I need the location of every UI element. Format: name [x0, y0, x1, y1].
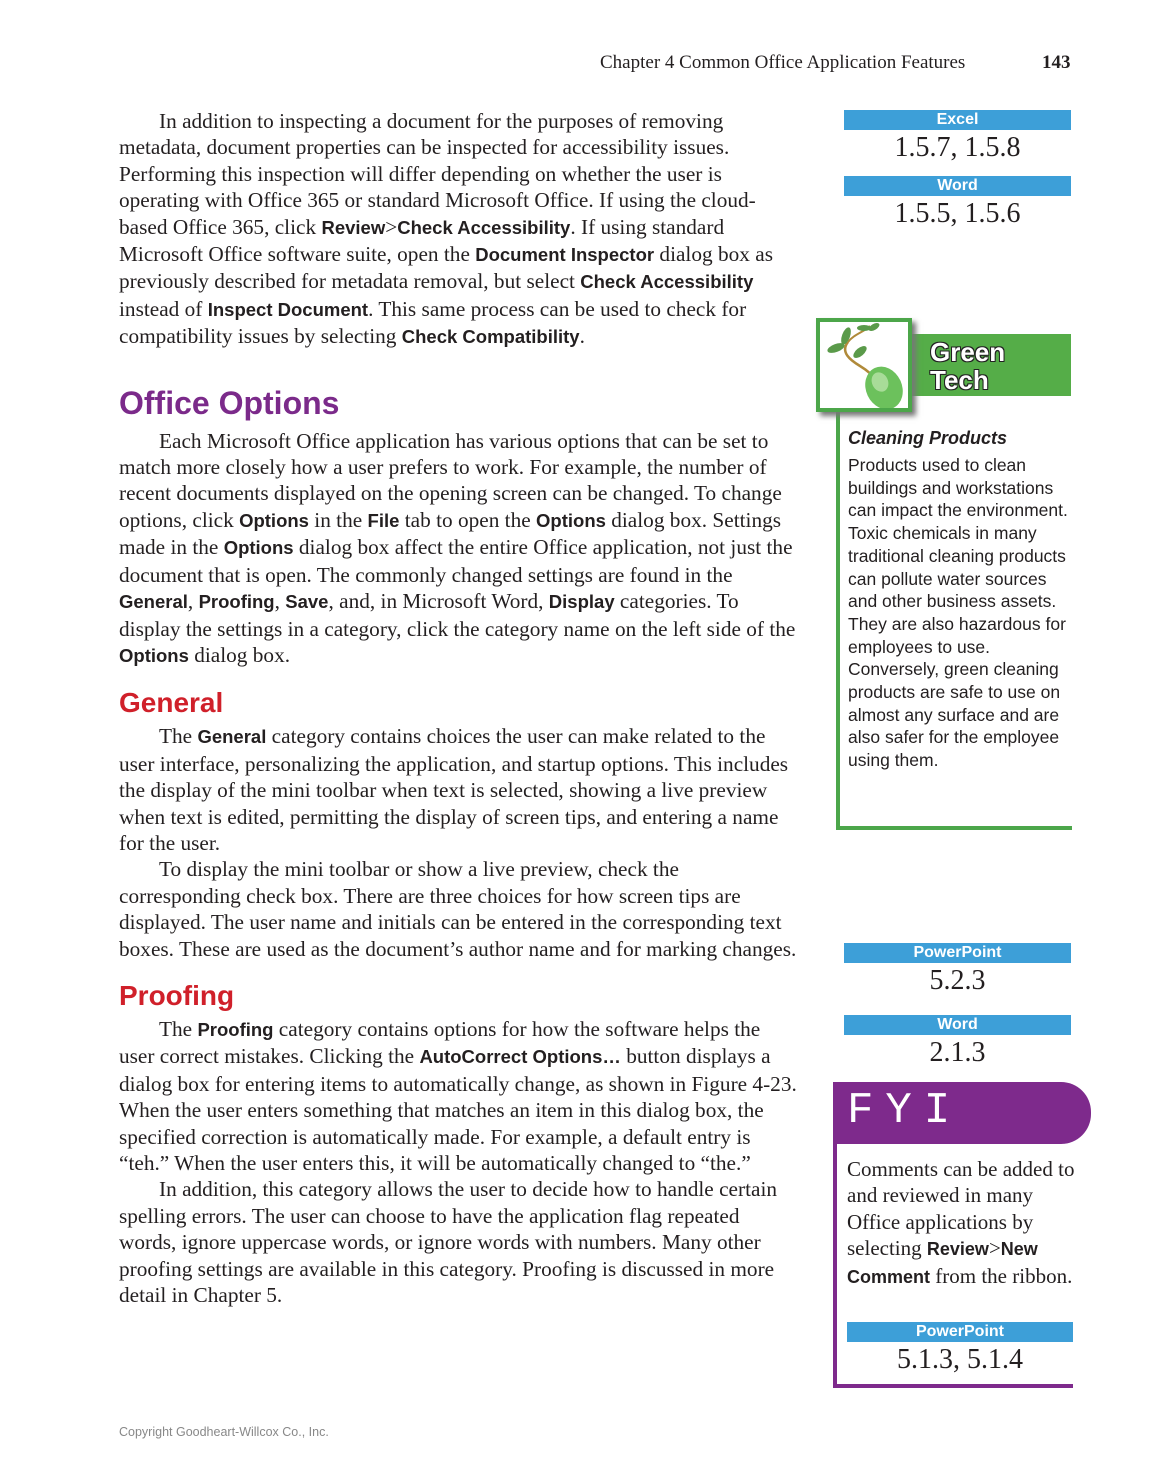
heading-proofing: Proofing [119, 979, 235, 1011]
fyi-rule [833, 1082, 837, 1388]
text-run: In addition, this category allows the user to decide how to handle certain spelling errors. The user can choose to have the application flag repeated words, ignore uppercase words, or ignore words with numbers. Many other proofing settings are available in this category. Proofing is discussed in more detail in Chapter 5. [119, 1177, 778, 1308]
text-run: , and, in Microsoft Word, [328, 589, 549, 614]
fyi-rule-bottom [833, 1384, 1073, 1388]
bold-term: Options [536, 509, 606, 531]
text-run: dialog box as previously described for metadata removal, but select [119, 242, 773, 294]
text-run: dialog box. [188, 642, 291, 667]
bold-term: Inspect Document [207, 298, 369, 320]
office-options-section [119, 428, 799, 670]
paragraph [119, 428, 799, 670]
fyi-bold: Review [926, 1239, 989, 1260]
text-run: , [187, 589, 199, 614]
text-run: dialog box. Settings made in the [119, 507, 782, 560]
text-run: . [579, 324, 585, 349]
text-run: , [274, 589, 286, 614]
bold-term: General [119, 591, 188, 613]
objective-tag-word [844, 176, 1071, 232]
bold-term: Options [239, 509, 309, 531]
fyi-body [833, 1144, 1083, 1290]
text-run: Each Microsoft Office application has various options that can be set to match more closely how a user prefers to work. For example, the number of recent documents displayed on the opening screen can be changed. To change options, click [119, 428, 782, 532]
page-number: 143 [1042, 52, 1071, 73]
plant-mouse-icon [816, 318, 912, 412]
tag-number: 5.1.3, 5.1.4 [897, 1344, 1023, 1375]
text-run: dialog box affect the entire Office application, not just the document that is open. The commonly changed settings are found in the [119, 535, 793, 587]
bold-term: Check Accessibility [397, 216, 571, 238]
fyi-box [833, 1082, 1091, 1388]
fyi-text: Comments can be added to and reviewed in many Office applications by selecting [847, 1157, 1075, 1261]
tag-label: Word [844, 176, 1071, 196]
text-run: button displays a dialog box for entering items to automatically change, as shown in Figure 4-23. When the user enters something that matches an item in this dialog box, the specified correction is automatically made. For example, a default entry is “teh.” When the user enters this, it will be automatically changed to “the.” [119, 1044, 797, 1175]
text-run: categories. To display the settings in a category, click the category name on the left side of the [119, 589, 796, 641]
heading-office-options: Office Options [119, 384, 340, 421]
fyi-text: from the ribbon. [930, 1263, 1073, 1288]
bold-term: Check Accessibility [580, 271, 754, 293]
text-run: The [159, 1016, 198, 1041]
text-run: . If using standard Microsoft Office software suite, open the [119, 214, 725, 267]
tag-number: 1.5.5, 1.5.6 [894, 198, 1021, 229]
paragraph [119, 108, 799, 351]
text-run: tab to open the [399, 507, 537, 532]
bold-term: Proofing [197, 1018, 274, 1040]
paragraph [119, 1176, 799, 1308]
tag-number: 1.5.7, 1.5.8 [894, 132, 1021, 163]
bold-term: AutoCorrect Options… [419, 1046, 621, 1068]
bold-term: Proofing [198, 591, 275, 613]
tag-label: Excel [844, 110, 1071, 130]
text-run: . This same process can be used to check for compatibility issues by selecting [119, 296, 747, 349]
bold-term: Options [119, 644, 189, 666]
general-section [119, 723, 799, 962]
tag-label: Word [844, 1015, 1071, 1035]
green-tech-title: Cleaning Products [848, 428, 1008, 448]
text-run: To display the mini toolbar or show a live preview, check the corresponding check box. There are three choices for how screen tips are displayed. The user name and initials can be entered in the corresponding text boxes. These are used as the document’s author name and for marking changes. [119, 857, 797, 961]
copyright: Copyright Goodheart-Willcox Co., Inc. [119, 1425, 329, 1439]
objective-tag-excel [844, 110, 1071, 166]
fyi-title: FYI [833, 1082, 1091, 1144]
banner-line: Green [930, 337, 1006, 367]
heading-general: General [119, 687, 224, 719]
bold-term: Save [285, 591, 329, 613]
objective-tag-word-2 [844, 1015, 1071, 1071]
paragraph [119, 723, 799, 856]
intro-section [119, 108, 799, 351]
chapter-title: Chapter 4 Common Office Application Features [600, 52, 966, 73]
paragraph [119, 856, 799, 962]
text-run: category contains choices the user can make related to the user interface, personalizing the application, and startup options. This includes the display of the mini toolbar when text is selected, showing a live preview when text is edited, permitting the display of screen tips, and entering a name for the user. [119, 724, 789, 855]
bold-term: General [197, 726, 267, 748]
bold-term: Document Inspector [475, 244, 655, 266]
green-tech-banner [906, 334, 1071, 396]
objective-tag-fyi [847, 1322, 1073, 1378]
green-tech-box [816, 318, 1072, 830]
tag-number: 5.2.3 [929, 965, 986, 996]
text-run: category contains options for how the software helps the user correct mistakes. Clicking the [119, 1016, 761, 1069]
bold-term: Review [321, 216, 386, 238]
green-tech-body: Products used to clean buildings and workstations can impact the environment. Toxic chemicals in many traditional cleaning products can pollute water sources and other business assets. They are also hazardous for employees to use. Conversely, green cleaning products are safe to use on almost any surface and are also safer for the employee using them. [848, 455, 1068, 771]
bold-term: File [367, 509, 400, 531]
green-rule-bottom [836, 826, 1072, 830]
bold-term: Display [548, 591, 615, 613]
fyi-bold: New Comment [847, 1239, 1038, 1287]
tag-label: PowerPoint [844, 943, 1071, 963]
bold-term: Check Compatibility [401, 326, 580, 348]
text-run: In addition to inspecting a document for the purposes of removing metadata, document properties can be inspected for accessibility issues. Performing this inspection will differ depending on whether the user is operating with Office 365 or standard Microsoft Office. If using the cloud-based Office 365, click [119, 109, 756, 239]
objective-tag-powerpoint [844, 943, 1071, 999]
bold-term: Options [223, 537, 294, 559]
text-run: in the [308, 507, 368, 532]
text-run: instead of [119, 296, 208, 321]
text-run: > [385, 214, 398, 239]
running-header [600, 52, 1071, 74]
banner-line: Tech [930, 365, 989, 395]
proofing-section [119, 1016, 799, 1308]
tag-label: PowerPoint [847, 1322, 1073, 1342]
fyi-sep: > [988, 1236, 1001, 1261]
green-rule [836, 398, 840, 828]
main-column [119, 108, 799, 1308]
paragraph [119, 1016, 799, 1176]
tag-number: 2.1.3 [929, 1037, 986, 1068]
text-run: The [159, 724, 198, 749]
